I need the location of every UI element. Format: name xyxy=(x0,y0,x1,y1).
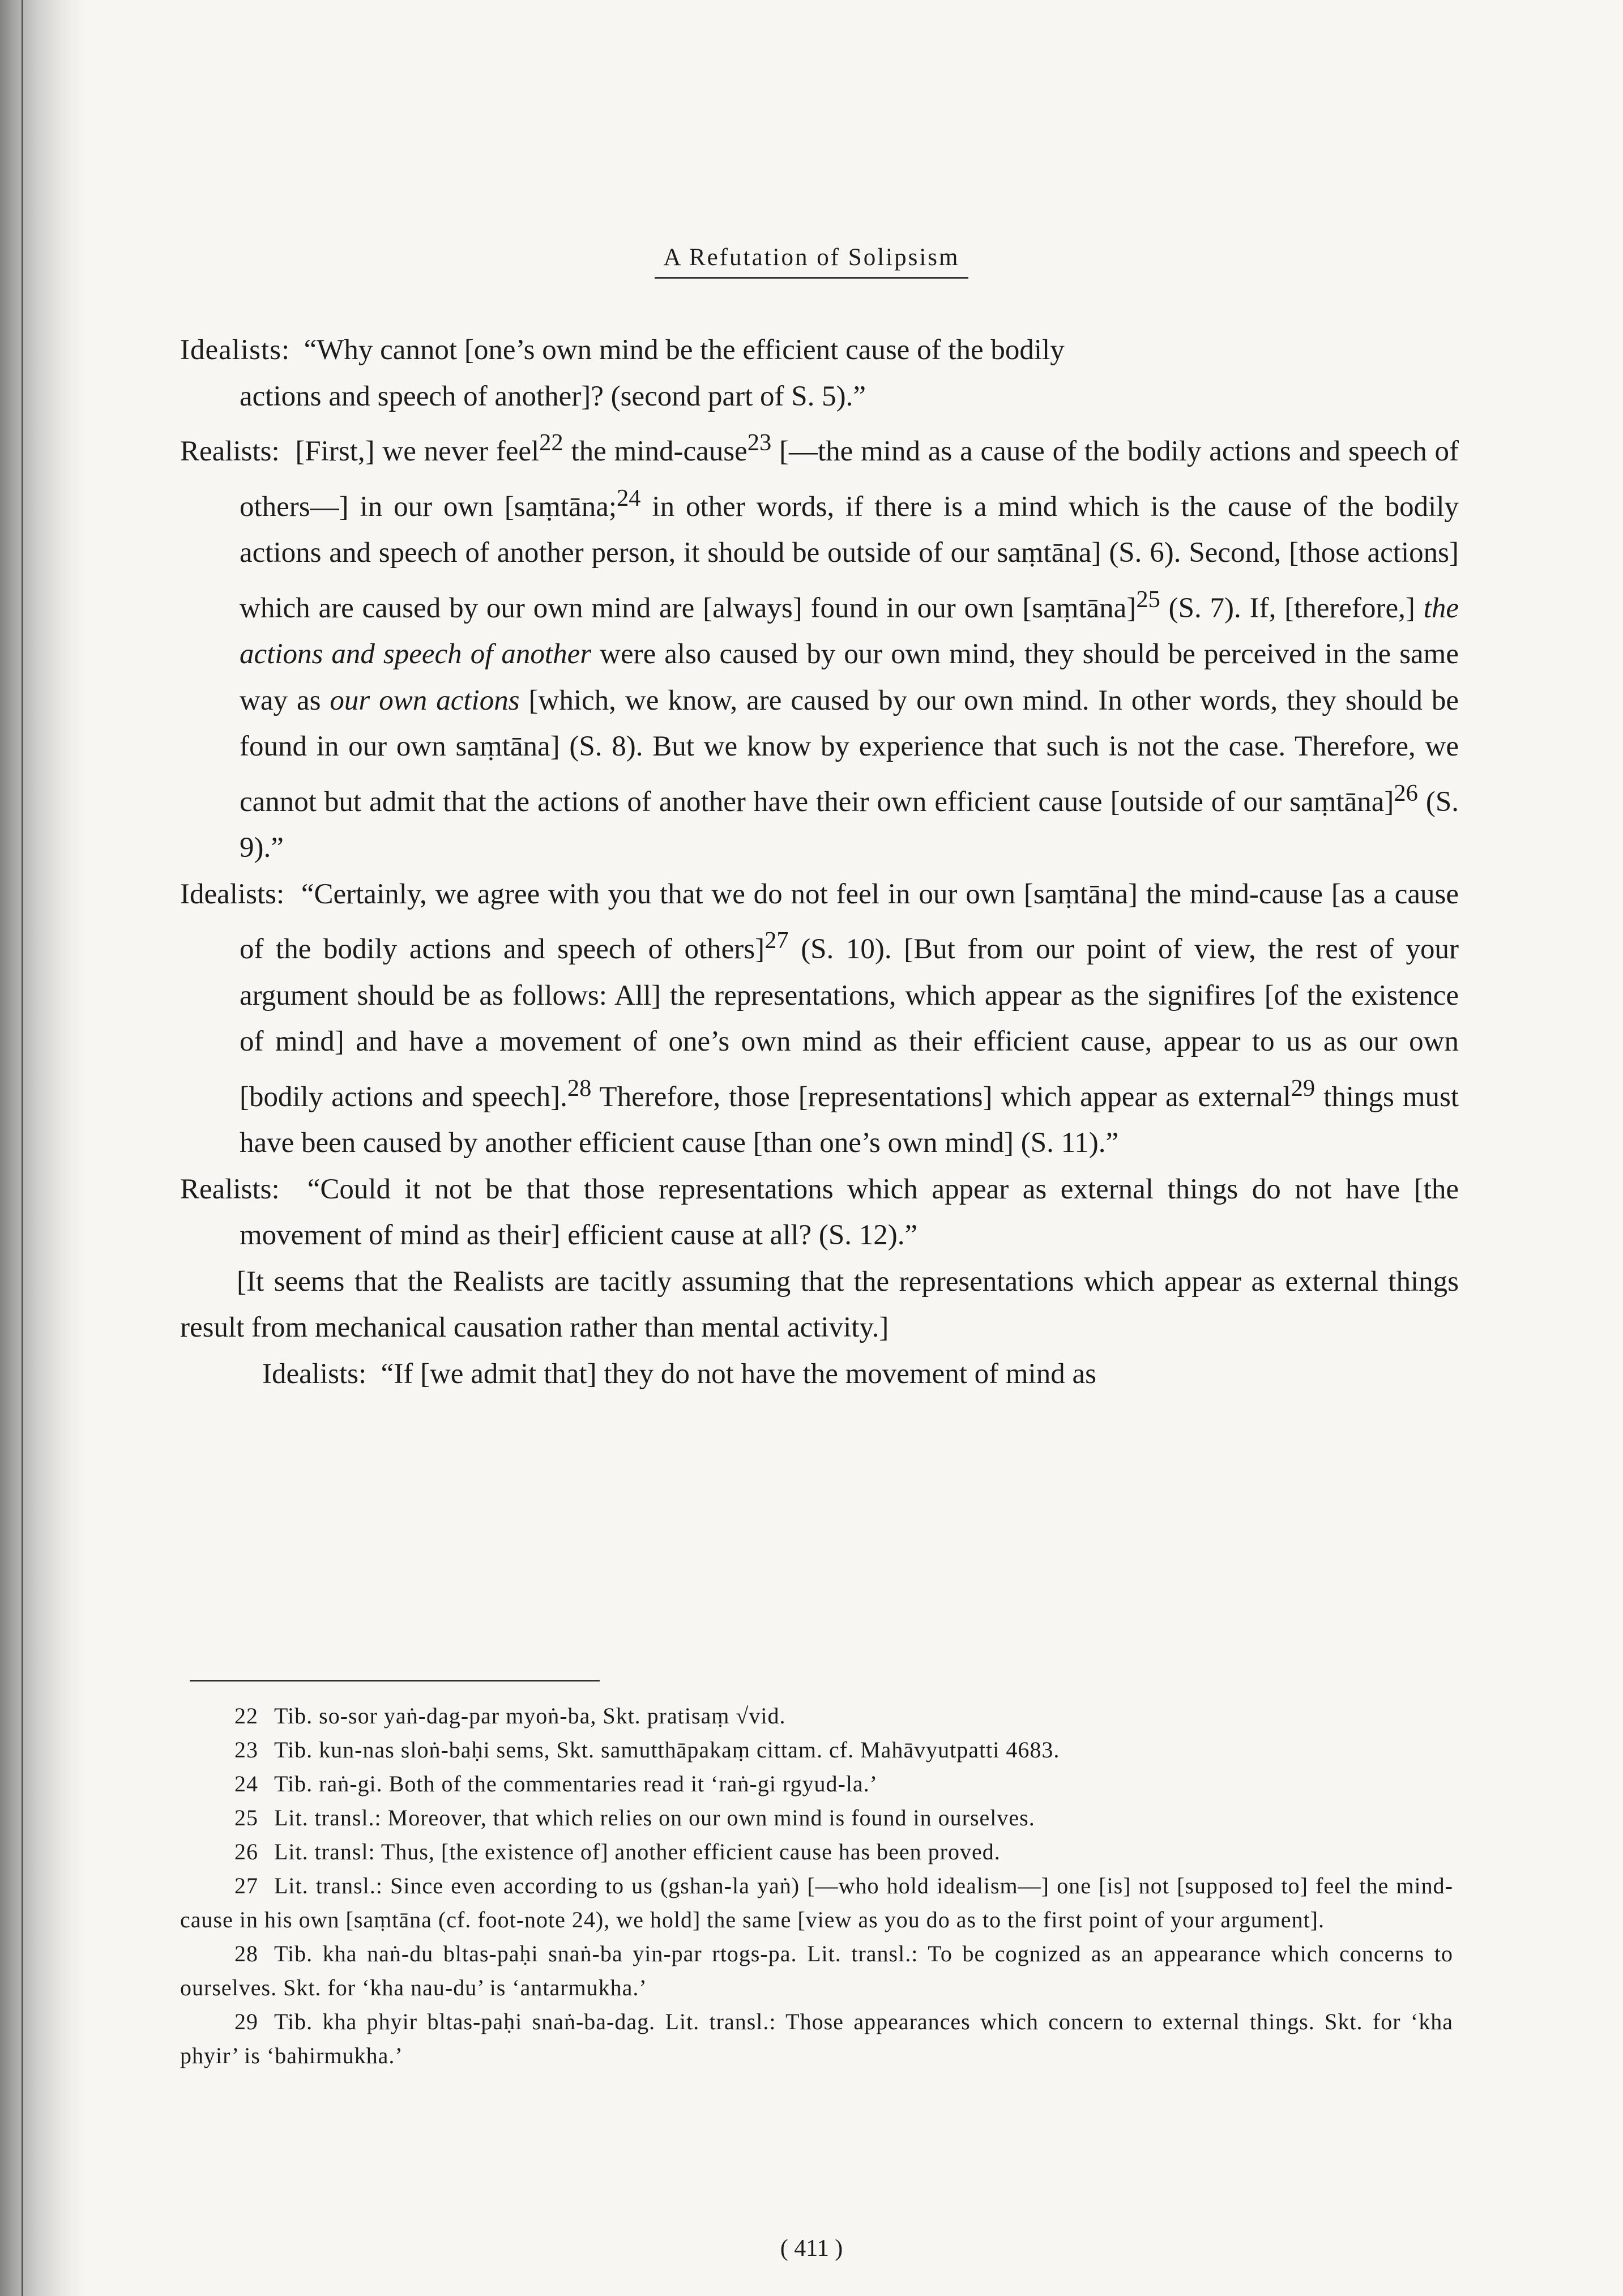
dialogue-text: (S. 10). [But from our point of view, the rest of your argument should be as follows: All] the representations, which appear as the signifires [of the existence of mind] and have a movement of one’s own mind as their efficient cause, appear to us as our own [bodily actions and speech]. xyxy=(240,933,1459,1113)
footnote-text: Tib. kha phyir bltas-paḥi snaṅ-ba-dag. Lit. transl.: Those appearances which concern to external things. Skt. for ‘kha phyir’ is ‘bahirmukha.’ xyxy=(180,2009,1453,2068)
footnote-26 xyxy=(180,1835,1453,1869)
emphasis-text: our own actions xyxy=(330,684,520,716)
dialogue-idealists-1 xyxy=(180,327,1459,420)
footnote-28 xyxy=(180,1937,1453,2005)
dialogue-text: [which, we know, are caused by our own mind. In other words, they should be found in our own saṃtāna] (S. 8). But we know by experience that such is not the case. Therefore, we cannot but admit that the actions of another have their own efficient cause [outside of our saṃtāna] xyxy=(240,684,1459,818)
footnote-number: 26 xyxy=(234,1839,258,1864)
dialogue-text: (S. 7). If, [therefore,] xyxy=(1160,592,1424,624)
dialogue-realists-2: Realists: “Could it not be that those representations which appear as external things do not have [the movement of mind as their] efficient cause at all? (S. 12).” xyxy=(180,1173,1459,1251)
dialogue-text: “Certainly, we agree with you that we do not feel in our own [saṃtāna] the mind-cause [as a cause of the bodily actions and speech of others] xyxy=(240,878,1459,965)
editorial-note-paragraph: [It seems that the Realists are tacitly assuming that the representations which appear as external things result from mechanical causation rather than mental activity.] xyxy=(180,1265,1459,1343)
emphasis-text: the actions and speech of another xyxy=(240,592,1459,670)
footnote-ref[interactable]: 26 xyxy=(1394,779,1418,806)
footnote-number: 28 xyxy=(234,1941,258,1966)
dialogue-text: (S. 9).” xyxy=(240,786,1459,864)
speaker-label: Realists xyxy=(180,1173,272,1205)
dialogue-text: [First,] we never feel xyxy=(295,436,540,467)
footnote-text: Tib. kha naṅ-du bltas-paḥi snaṅ-ba yin-par rtogs-pa. Lit. transl.: To be cognized as an appearance which concerns to ourselves. Skt. for ‘kha nau-du’ is ‘antarmukha.’ xyxy=(180,1941,1453,2000)
footnote-29 xyxy=(180,2005,1453,2073)
footnotes xyxy=(180,1699,1453,2073)
footnote-number: 22 xyxy=(234,1703,258,1729)
running-head xyxy=(0,244,1623,279)
footnote-ref[interactable]: 22 xyxy=(539,429,563,456)
footnote-27 xyxy=(180,1869,1453,1937)
footnote-text: Tib. raṅ-gi. Both of the commentaries read it ‘raṅ-gi rgyud-la.’ xyxy=(274,1771,878,1796)
page-number: ( 411 ) xyxy=(780,2235,843,2261)
footnote-separator xyxy=(190,1680,600,1682)
dialogue-text: were also caused by our own mind, they should be perceived in the same way as xyxy=(240,638,1459,716)
footnote-number: 29 xyxy=(234,2009,258,2034)
footnote-number: 25 xyxy=(234,1805,258,1830)
dialogue-idealists-2: Idealists: “Certainly, we agree with you that we do not feel in our own [saṃtāna] the mind-cause [as a cause of the bodily actions and speech of others]$^{27}$ (S. 10). [But from our point of view, the rest of your argument should be as follows: All] the representations, which appear as the signifires [of the existence of mind] and have a movement of one’s own mind as their efficient cause, appear to us as our own [bodily actions and speech].$^{28}$ Therefore, those [representations] which appear as external$^{29}$ things must have been caused by another efficient cause [than one’s own mind] (S. 11).” xyxy=(180,878,1459,1159)
footnote-ref[interactable]: 28 xyxy=(567,1074,592,1102)
footnote-ref[interactable]: 23 xyxy=(747,429,772,456)
dialogue-text: things must have been caused by another efficient cause [than one’s own mind] (S. 11).” xyxy=(240,1081,1459,1159)
dialogue-text: “If [we admit that] they do not have the movement of mind as xyxy=(381,1358,1096,1390)
footnote-number: 24 xyxy=(234,1771,258,1796)
speaker-label: Idealists xyxy=(262,1358,358,1390)
footnote-text: Tib. kun-nas sloṅ-baḥi sems, Skt. samutthāpakaṃ cittam. cf. Mahāvyutpatti 4683. xyxy=(274,1737,1060,1762)
footnote-25 xyxy=(180,1801,1453,1835)
footnote-ref[interactable]: 27 xyxy=(764,927,789,954)
dialogue-text: “Why cannot [one’s own mind be the efficient cause of the bodily xyxy=(304,334,1065,366)
dialogue-text: in other words, if there is a mind which is the cause of the bodily actions and speech of another person, it should be outside of our saṃtāna] (S. 6). Second, [those actions] which are caused by our own mind are [always] found in our own [saṃtāna] xyxy=(240,490,1459,624)
binding-edge-line xyxy=(22,0,23,2296)
footnote-23 xyxy=(180,1733,1453,1767)
footnote-number: 27 xyxy=(234,1873,258,1898)
binding-shadow xyxy=(0,0,85,2296)
speaker-label: Idealists xyxy=(180,334,281,366)
speaker-label: Idealists xyxy=(180,878,276,910)
footnote-text: Lit. transl.: Moreover, that which relies on our own mind is found in ourselves. xyxy=(274,1805,1035,1830)
footnote-22 xyxy=(180,1699,1453,1733)
dialogue-text: [—the mind as a cause of the bodily actions and speech of others—] in our own [saṃtāna; xyxy=(240,436,1459,523)
footnote-ref[interactable]: 25 xyxy=(1136,586,1160,613)
footnote-text: Lit. transl: Thus, [the existence of] another efficient cause has been proved. xyxy=(274,1839,1001,1864)
dialogue-text: Therefore, those [representations] which appear as external xyxy=(591,1081,1291,1113)
footnote-24 xyxy=(180,1767,1453,1801)
footnote-ref[interactable]: 29 xyxy=(1291,1074,1316,1102)
dialogue-idealists-3: Idealists: “If [we admit that] they do not have the movement of mind as xyxy=(262,1358,1096,1390)
running-head-title: A Refutation of Solipsism xyxy=(655,244,969,279)
footnote-ref[interactable]: 24 xyxy=(617,484,641,511)
dialogue-first-line: Idealists: “Why cannot [one’s own mind be the efficient cause of the bodily xyxy=(180,334,1065,366)
footnote-number: 23 xyxy=(234,1737,258,1762)
footnote-text: Tib. so-sor yaṅ-dag-par myoṅ-ba, Skt. pratisaṃ √vid. xyxy=(274,1703,786,1729)
dialogue-text: the mind-cause xyxy=(563,436,748,467)
footnote-text: Lit. transl.: Since even according to us (gshan-la yaṅ) [—who hold idealism—] one [is] not [supposed to] feel the mind-cause in his own [saṃtāna (cf. foot-note 24), we hold] the same [view as you do as to the first point of your argument]. xyxy=(180,1873,1453,1932)
dialogue-realists-1: Realists: [First,] we never feel$^{22}$ the mind-cause$^{23}$ [—the mind as a cause of the bodily actions and speech of others—] in our own [saṃtāna;$^{24}$ in other words, if there is a mind which is the cause of the bodily actions and speech of another person, it should be outside of our saṃtāna] (S. 6). Second, [those actions] which are caused by our own mind are [always] found in our own [saṃtāna]$^{25}$ (S. 7). If, [therefore,] the actions and speech of another were also caused by our own mind, they should be perceived in the same way as our own actions [which, we know, are caused by our own mind. In other words, they should be found in our own saṃtāna] (S. 8). But we know by experience that such is not the case. Therefore, we cannot but admit that the actions of another have their own efficient cause [outside of our saṃtāna]$^{26}$ (S. 9).” xyxy=(180,429,1459,864)
dialogue-text-continued: actions and speech of another]? (second part of S. 5).” xyxy=(240,380,866,412)
speaker-label: Realists xyxy=(180,436,272,467)
dialogue-text: “Could it not be that those representations which appear as external things do not have [the movement of mind as their] efficient cause at all? (S. 12).” xyxy=(240,1173,1459,1251)
main-text xyxy=(180,327,1459,1397)
